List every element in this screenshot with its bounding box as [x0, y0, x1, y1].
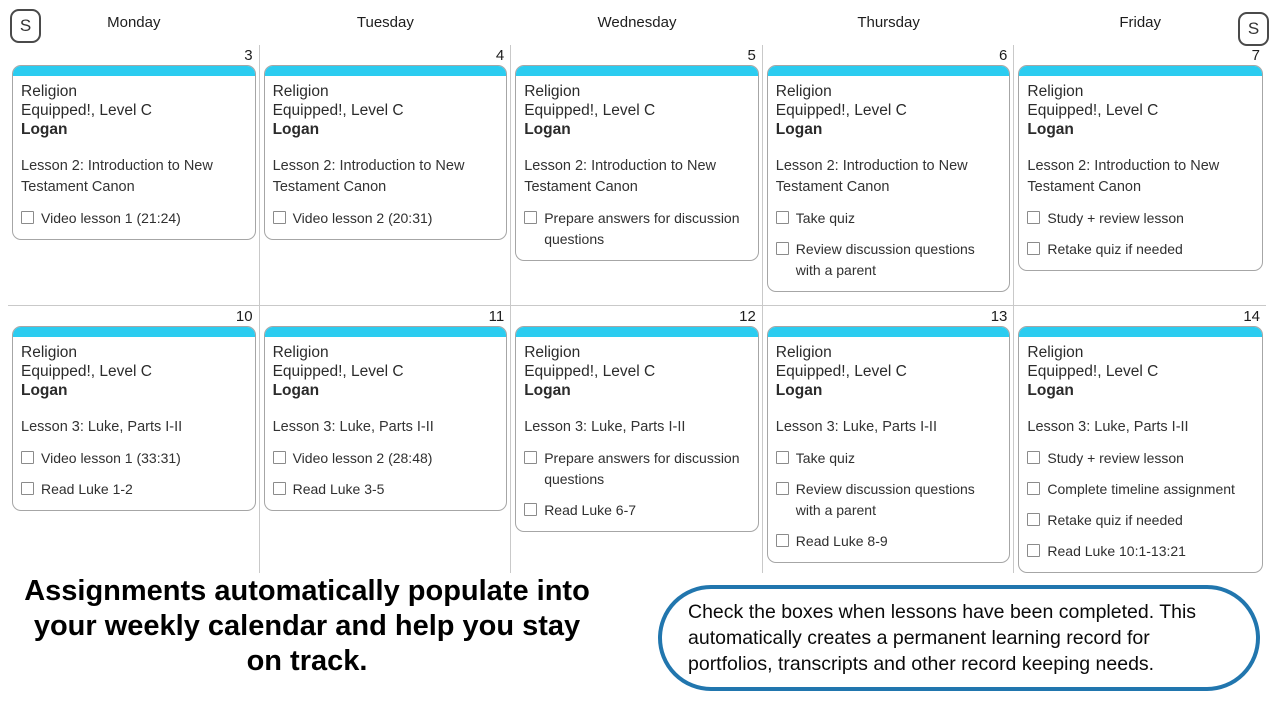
callout-check-boxes	[658, 585, 1260, 691]
task-label: Read Luke 10:1-13:21	[1047, 543, 1186, 559]
card-student-name: Logan	[272, 121, 320, 138]
task-row	[524, 500, 750, 521]
calendar-day-cell	[763, 45, 1015, 305]
task-checkbox[interactable]	[1027, 513, 1040, 526]
card-lesson-title: Lesson 2: Introduction to New Testament Canon	[21, 158, 213, 195]
card-subject: Religion	[1027, 83, 1084, 100]
task-row	[1027, 208, 1254, 229]
assignment-card[interactable]	[767, 65, 1011, 292]
subject-color-bar	[516, 66, 758, 76]
task-label: Review discussion questions with a parent	[795, 241, 975, 278]
task-row	[776, 479, 1002, 521]
card-subject: Religion	[524, 83, 581, 100]
task-checkbox[interactable]	[273, 482, 286, 495]
card-course: Equipped!, Level C	[775, 102, 907, 119]
task-label: Take quiz	[795, 450, 855, 466]
task-row	[524, 448, 750, 490]
task-checkbox[interactable]	[524, 451, 537, 464]
card-course: Equipped!, Level C	[272, 102, 404, 119]
task-checkbox[interactable]	[1027, 451, 1040, 464]
assignment-card[interactable]	[1018, 326, 1263, 573]
subject-color-bar	[1019, 327, 1262, 337]
assignment-card-body	[516, 337, 758, 531]
day-number: 5	[747, 47, 756, 64]
assignment-card-body	[1019, 337, 1262, 572]
task-row	[524, 208, 750, 250]
task-row	[273, 208, 499, 229]
day-number: 3	[244, 47, 253, 64]
assignment-card[interactable]	[264, 326, 508, 511]
card-student-name: Logan	[775, 121, 823, 138]
subject-color-bar	[13, 327, 255, 337]
assignment-card[interactable]	[12, 326, 256, 511]
task-row	[1027, 479, 1254, 500]
task-label: Review discussion questions with a parent	[795, 481, 975, 518]
task-label: Video lesson 2 (28:48)	[292, 450, 433, 466]
task-row	[21, 448, 247, 469]
callout-text: Check the boxes when lessons have been completed. This automatically creates a permanent learning record for portfolios, transcripts and other record keeping needs.	[688, 601, 1197, 675]
task-row	[1027, 239, 1254, 260]
caption-assignments: Assignments automatically populate into your weekly calendar and help you stay on track.	[24, 575, 590, 677]
task-row	[1027, 510, 1254, 531]
calendar-day-cell	[1014, 306, 1266, 573]
day-number: 7	[1251, 47, 1260, 64]
day-header-monday: Monday	[107, 14, 161, 31]
task-label: Video lesson 1 (21:24)	[41, 210, 181, 226]
subject-color-bar	[1019, 66, 1262, 76]
card-course: Equipped!, Level C	[272, 363, 404, 380]
card-student-name: Logan	[21, 121, 68, 138]
assignment-card-body	[265, 76, 507, 239]
card-course: Equipped!, Level C	[21, 363, 152, 380]
subject-color-bar	[265, 327, 507, 337]
card-course: Equipped!, Level C	[775, 363, 907, 380]
task-row	[776, 448, 1002, 469]
assignment-card-body	[13, 76, 255, 239]
calendar-day-cell	[8, 45, 260, 305]
card-student-name: Logan	[1027, 121, 1074, 138]
week-row	[8, 45, 1266, 305]
subject-color-bar	[516, 327, 758, 337]
task-label: Take quiz	[795, 210, 855, 226]
card-student-name: Logan	[524, 382, 571, 399]
assignment-card-body	[13, 337, 255, 510]
day-number: 4	[495, 47, 505, 64]
card-lesson-title: Lesson 3: Luke, Parts I-II	[524, 419, 686, 435]
task-row	[21, 479, 247, 500]
card-course: Equipped!, Level C	[1027, 102, 1159, 119]
subject-color-bar	[13, 66, 255, 76]
day-number: 11	[488, 308, 505, 325]
subject-nav-button-left[interactable]: S	[10, 9, 41, 43]
task-checkbox[interactable]	[776, 534, 789, 547]
subject-color-bar	[768, 327, 1010, 337]
calendar-day-cell	[1014, 45, 1266, 305]
calendar-day-cell	[8, 306, 260, 573]
task-label: Read Luke 6-7	[544, 502, 637, 518]
task-label: Read Luke 3-5	[292, 481, 385, 497]
day-header-thursday: Thursday	[857, 14, 920, 31]
calendar-day-cell	[260, 306, 512, 573]
day-header-friday: Friday	[1119, 14, 1162, 31]
card-student-name: Logan	[524, 121, 571, 138]
task-row	[1027, 448, 1254, 469]
day-number: 6	[999, 47, 1008, 64]
task-checkbox[interactable]	[273, 211, 286, 224]
task-label: Prepare answers for discussion questions	[544, 210, 740, 247]
calendar-day-cell	[511, 45, 763, 305]
card-subject: Religion	[1027, 344, 1084, 361]
card-lesson-title: Lesson 2: Introduction to New Testament Canon	[775, 158, 968, 195]
task-label: Read Luke 8-9	[795, 533, 888, 549]
task-row	[273, 448, 499, 469]
card-student-name: Logan	[272, 382, 320, 399]
assignment-card-body	[1019, 76, 1262, 270]
assignment-card-body	[265, 337, 507, 510]
assignment-card[interactable]	[264, 65, 508, 240]
week-row	[8, 305, 1266, 572]
day-header-wednesday: Wednesday	[597, 14, 677, 31]
calendar-day-cell	[260, 45, 512, 305]
assignment-card[interactable]	[515, 65, 759, 261]
card-lesson-title: Lesson 2: Introduction to New Testament Canon	[272, 158, 465, 195]
card-subject: Religion	[524, 344, 581, 361]
task-row	[776, 208, 1002, 229]
task-row	[1027, 541, 1254, 562]
task-label: Read Luke 1-2	[41, 481, 133, 497]
calendar-grid	[8, 45, 1266, 572]
task-label: Study + review lesson	[1047, 450, 1184, 466]
task-checkbox[interactable]	[1027, 482, 1040, 495]
subject-nav-button-right[interactable]: S	[1238, 12, 1269, 46]
task-checkbox[interactable]	[273, 451, 286, 464]
assignment-card[interactable]	[1018, 65, 1263, 271]
card-subject: Religion	[21, 344, 78, 361]
day-number: 12	[739, 308, 756, 325]
task-checkbox[interactable]	[1027, 242, 1040, 255]
card-course: Equipped!, Level C	[1027, 363, 1159, 380]
task-checkbox[interactable]	[1027, 211, 1040, 224]
subject-color-bar	[265, 66, 507, 76]
subject-color-bar	[768, 66, 1010, 76]
card-subject: Religion	[21, 83, 78, 100]
card-student-name: Logan	[775, 382, 823, 399]
card-course: Equipped!, Level C	[524, 363, 656, 380]
task-checkbox[interactable]	[524, 503, 537, 516]
task-label: Study + review lesson	[1047, 210, 1184, 226]
assignment-card[interactable]	[767, 326, 1011, 563]
task-checkbox[interactable]	[524, 211, 537, 224]
day-number: 10	[235, 308, 253, 325]
day-header-tuesday: Tuesday	[356, 14, 414, 31]
card-lesson-title: Lesson 3: Luke, Parts I-II	[775, 419, 937, 435]
task-checkbox[interactable]	[21, 482, 34, 495]
calendar-header	[8, 0, 1266, 45]
task-row	[776, 531, 1002, 552]
task-label: Complete timeline assignment	[1047, 481, 1235, 497]
task-checkbox[interactable]	[776, 482, 789, 495]
task-checkbox[interactable]	[776, 242, 789, 255]
card-subject: Religion	[272, 83, 329, 100]
task-checkbox[interactable]	[21, 211, 34, 224]
task-checkbox[interactable]	[776, 451, 789, 464]
card-course: Equipped!, Level C	[21, 102, 152, 119]
task-label: Prepare answers for discussion questions	[544, 450, 740, 487]
calendar-day-cell	[511, 306, 763, 573]
task-label: Video lesson 1 (33:31)	[41, 450, 181, 466]
assignment-card-body	[768, 337, 1010, 562]
day-number: 13	[990, 308, 1008, 325]
assignment-card[interactable]	[12, 65, 256, 240]
card-student-name: Logan	[21, 382, 68, 399]
card-subject: Religion	[775, 344, 832, 361]
assignment-card-body	[516, 76, 758, 260]
task-checkbox[interactable]	[21, 451, 34, 464]
card-lesson-title: Lesson 3: Luke, Parts I-II	[272, 419, 434, 435]
assignment-card-body	[768, 76, 1010, 291]
task-label: Retake quiz if needed	[1047, 241, 1183, 257]
card-lesson-title: Lesson 2: Introduction to New Testament Canon	[524, 158, 717, 195]
card-subject: Religion	[272, 344, 329, 361]
task-checkbox[interactable]	[776, 211, 789, 224]
card-lesson-title: Lesson 3: Luke, Parts I-II	[1027, 419, 1189, 435]
task-row	[273, 479, 499, 500]
card-subject: Religion	[775, 83, 832, 100]
card-course: Equipped!, Level C	[524, 102, 656, 119]
task-checkbox[interactable]	[1027, 544, 1040, 557]
task-label: Retake quiz if needed	[1047, 512, 1183, 528]
card-lesson-title: Lesson 3: Luke, Parts I-II	[21, 419, 183, 435]
task-row	[776, 239, 1002, 281]
card-student-name: Logan	[1027, 382, 1074, 399]
day-number: 14	[1243, 308, 1260, 325]
task-label: Video lesson 2 (20:31)	[292, 210, 433, 226]
calendar-day-cell	[763, 306, 1015, 573]
assignment-card[interactable]	[515, 326, 759, 532]
card-lesson-title: Lesson 2: Introduction to New Testament Canon	[1027, 158, 1220, 195]
task-row	[21, 208, 247, 229]
